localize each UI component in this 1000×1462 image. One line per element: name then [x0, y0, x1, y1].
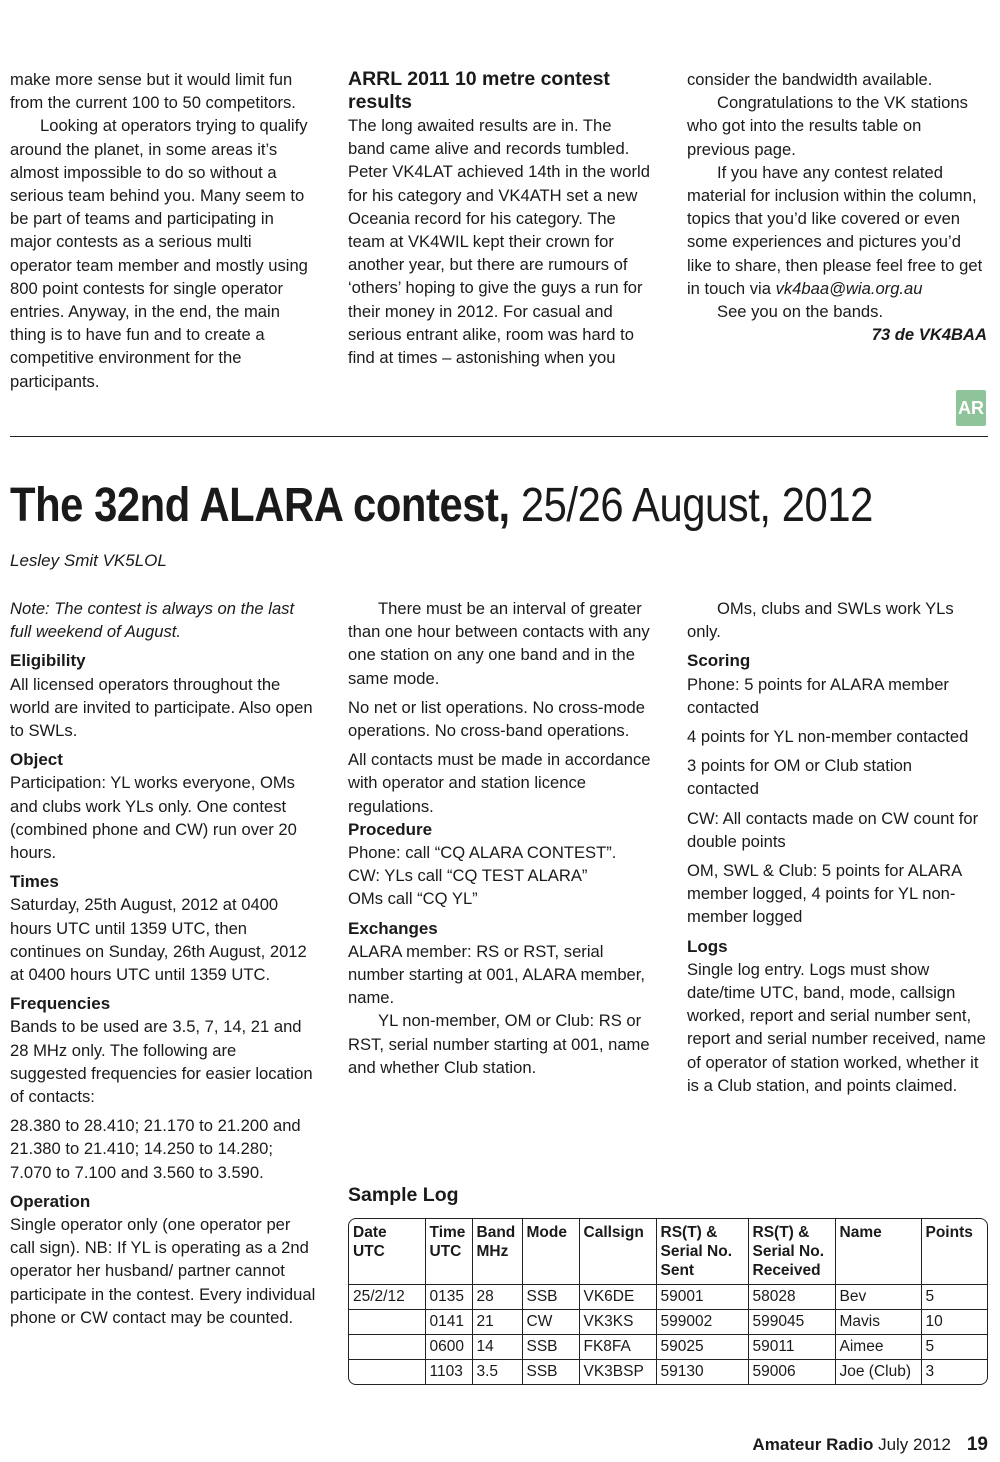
table-cell	[349, 1335, 425, 1360]
paragraph: CW: All contacts made on CW count for double points	[687, 808, 979, 851]
table-cell: 21	[472, 1310, 522, 1335]
table-cell: 10	[921, 1310, 987, 1335]
heading-eligibility: Eligibility	[10, 651, 86, 671]
paragraph: Single operator only (one operator per call sign). NB: If YL is operating as a 2nd operator her husband/ partner cannot participate in the contest. Every individual phone or CW contact may be counted.	[10, 1215, 316, 1327]
table-cell: 58028	[748, 1285, 835, 1310]
paragraph: 4 points for YL non-member contacted	[687, 727, 969, 747]
table-cell: Mavis	[835, 1310, 921, 1335]
magazine-name: Amateur Radio	[752, 1435, 874, 1454]
paragraph: make more sense but it would limit fun from the current 100 to 50 competitors.	[10, 70, 296, 113]
heading-frequencies: Frequencies	[10, 994, 111, 1014]
paragraph	[687, 161, 987, 300]
top-column-1	[10, 68, 310, 393]
article-column-1	[10, 597, 316, 1329]
table-cell: SSB	[522, 1360, 579, 1385]
title-date: 25/26 August, 2012	[509, 479, 873, 532]
heading-operation: Operation	[10, 1191, 91, 1211]
table-cell: 28	[472, 1285, 522, 1310]
section-divider	[10, 436, 988, 437]
contest-results-heading: ARRL 2011 10 metre contest results	[348, 68, 610, 113]
table-header-cell: Mode	[522, 1219, 579, 1285]
table-header-cell: Time UTC	[425, 1219, 472, 1285]
paragraph: The long awaited results are in. The band came alive and records tumbled. Peter VK4LAT achieved 14th in the world for his category and VK4ATH set a new Oceania record for his category. The team at VK4WIL kept their crown for another year, but there are rumours of ‘others’ hoping to give the guys a run for their money in 2012. For casual and serious entrant alike, room was hard to find at times – astonishing when you	[348, 116, 650, 368]
paragraph: Saturday, 25th August, 2012 at 0400 hours UTC until 1359 UTC, then continues on Sunday, 26th August, 2012 at 0400 hours UTC until 1359 UTC.	[10, 895, 307, 985]
paragraph: 3 points for OM or Club station contacted	[687, 756, 913, 799]
paragraph: Looking at operators trying to qualify around the planet, in some areas it’s almost impossible to do so without a serious team behind you. Many seem to be part of teams and participating in major contests as a serious multi operator team member and mostly using 800 point contests for single operator entries. Anyway, in the end, the main thing is to have fun and to create a competitive environment for the participants.	[10, 116, 308, 391]
table-row	[349, 1285, 987, 1310]
title-bold: The 32nd ALARA contest,	[10, 479, 510, 532]
table-cell: 59011	[748, 1335, 835, 1360]
table-cell: VK6DE	[579, 1285, 656, 1310]
top-column-2	[348, 68, 653, 369]
heading-object: Object	[10, 750, 63, 770]
paragraph: Phone: 5 points for ALARA member contacted	[687, 674, 949, 717]
paragraph: All licensed operators throughout the world are invited to participate. Also open to SWLs.	[10, 674, 313, 741]
signoff: 73 de VK4BAA	[871, 325, 987, 345]
table-header-cell: Points	[921, 1219, 987, 1285]
table-row	[349, 1310, 987, 1335]
paragraph: ALARA member: RS or RST, serial number starting at 001, ALARA member, name.	[348, 941, 646, 1008]
heading-exchanges: Exchanges	[348, 918, 438, 938]
paragraph: OMs, clubs and SWLs work YLs only.	[687, 599, 954, 642]
page-number: 19	[966, 1434, 988, 1455]
table-cell: 3.5	[472, 1360, 522, 1385]
article-column-2	[348, 597, 653, 1079]
author-byline: Lesley Smit VK5LOL	[10, 551, 167, 570]
paragraph: Single log entry. Logs must show date/time UTC, band, mode, callsign worked, report and serial number sent, report and serial number received, name of operator of station worked, whether it is a Club station, and points claimed.	[687, 959, 986, 1095]
table-row	[349, 1360, 987, 1385]
sample-log-table	[348, 1218, 988, 1385]
table-cell: SSB	[522, 1335, 579, 1360]
heading-times: Times	[10, 872, 59, 892]
table-cell	[349, 1310, 425, 1335]
table-cell: FK8FA	[579, 1335, 656, 1360]
paragraph-text: If you have any contest related material for inclusion within the column, topics that you’d like covered or even some experiences and pictures you’d like to share, then please feel free to get in touch via	[687, 162, 983, 298]
table-cell: Joe (Club)	[835, 1360, 921, 1385]
table-cell: SSB	[522, 1285, 579, 1310]
table-header-cell: Band MHz	[472, 1219, 522, 1285]
table-cell: 25/2/12	[349, 1285, 425, 1310]
paragraph: See you on the bands.	[717, 302, 884, 322]
ar-logo-icon: AR	[956, 390, 986, 426]
procedure-phone: Phone: call “CQ ALARA CONTEST”.	[348, 843, 617, 863]
table-cell: 0135	[425, 1285, 472, 1310]
table-cell: 59025	[656, 1335, 748, 1360]
email-link[interactable]: vk4baa@wia.org.au	[775, 278, 923, 298]
table-header-cell: Callsign	[579, 1219, 656, 1285]
paragraph: OM, SWL & Club: 5 points for ALARA member logged, 4 points for YL non-member logged	[687, 861, 962, 927]
table-header-cell: Date UTC	[349, 1219, 425, 1285]
heading-procedure: Procedure	[348, 819, 433, 839]
heading-scoring: Scoring	[687, 651, 751, 671]
paragraph: YL non-member, OM or Club: RS or RST, serial number starting at 001, name and whether Club station.	[348, 1011, 650, 1077]
table-body	[349, 1285, 987, 1385]
table-header-cell: Name	[835, 1219, 921, 1285]
table-cell: VK3KS	[579, 1310, 656, 1335]
paragraph: Participation: YL works everyone, OMs and clubs work YLs only. One contest (combined phone and CW) run over 20 hours.	[10, 773, 297, 863]
procedure-om: OMs call “CQ YL”	[348, 889, 478, 909]
sample-log-title: Sample Log	[348, 1184, 459, 1206]
table-cell: 1103	[425, 1360, 472, 1385]
table-cell: 5	[921, 1285, 987, 1310]
table-cell: 5	[921, 1335, 987, 1360]
table-cell: Aimee	[835, 1335, 921, 1360]
paragraph: consider the bandwidth available.	[687, 70, 933, 89]
table-cell: VK3BSP	[579, 1360, 656, 1385]
table-cell: 599002	[656, 1310, 748, 1335]
table-cell: 59006	[748, 1360, 835, 1385]
table-cell: 59130	[656, 1360, 748, 1385]
table-row	[349, 1335, 987, 1360]
procedure-cw: CW: YLs call “CQ TEST ALARA”	[348, 866, 588, 886]
top-column-3	[687, 68, 987, 346]
paragraph: Congratulations to the VK stations who got into the results table on previous page.	[687, 93, 968, 159]
table-cell: 59001	[656, 1285, 748, 1310]
heading-logs: Logs	[687, 936, 728, 956]
table-header-row	[349, 1219, 987, 1285]
table-header-cell: RS(T) & Serial No. Sent	[656, 1219, 748, 1285]
paragraph: Bands to be used are 3.5, 7, 14, 21 and 28 MHz only. The following are suggested frequencies for easier location of contacts:	[10, 1017, 313, 1107]
note: Note: The contest is always on the last full weekend of August.	[10, 599, 295, 642]
table-header-cell: RS(T) & Serial No. Received	[748, 1219, 835, 1285]
paragraph: There must be an interval of greater than one hour between contacts with any one station on any one band and in the same mode.	[348, 599, 650, 688]
frequency-list: 28.380 to 28.410; 21.170 to 21.200 and 21.380 to 21.410; 14.250 to 14.280; 7.070 to 7.100 and 3.560 to 3.590.	[10, 1116, 301, 1182]
table-cell: CW	[522, 1310, 579, 1335]
table-cell: 0600	[425, 1335, 472, 1360]
issue-date: July 2012	[878, 1435, 951, 1454]
article-title	[10, 474, 873, 538]
paragraph: All contacts must be made in accordance with operator and station licence regulations.	[348, 750, 651, 816]
page-footer	[752, 1434, 988, 1456]
article-column-3	[687, 597, 987, 1097]
table-cell: Bev	[835, 1285, 921, 1310]
table-cell	[349, 1360, 425, 1385]
table-cell: 0141	[425, 1310, 472, 1335]
table-cell: 599045	[748, 1310, 835, 1335]
paragraph: No net or list operations. No cross-mode operations. No cross-band operations.	[348, 697, 645, 741]
table-cell: 3	[925, 1363, 935, 1380]
table-cell: 14	[472, 1335, 522, 1360]
